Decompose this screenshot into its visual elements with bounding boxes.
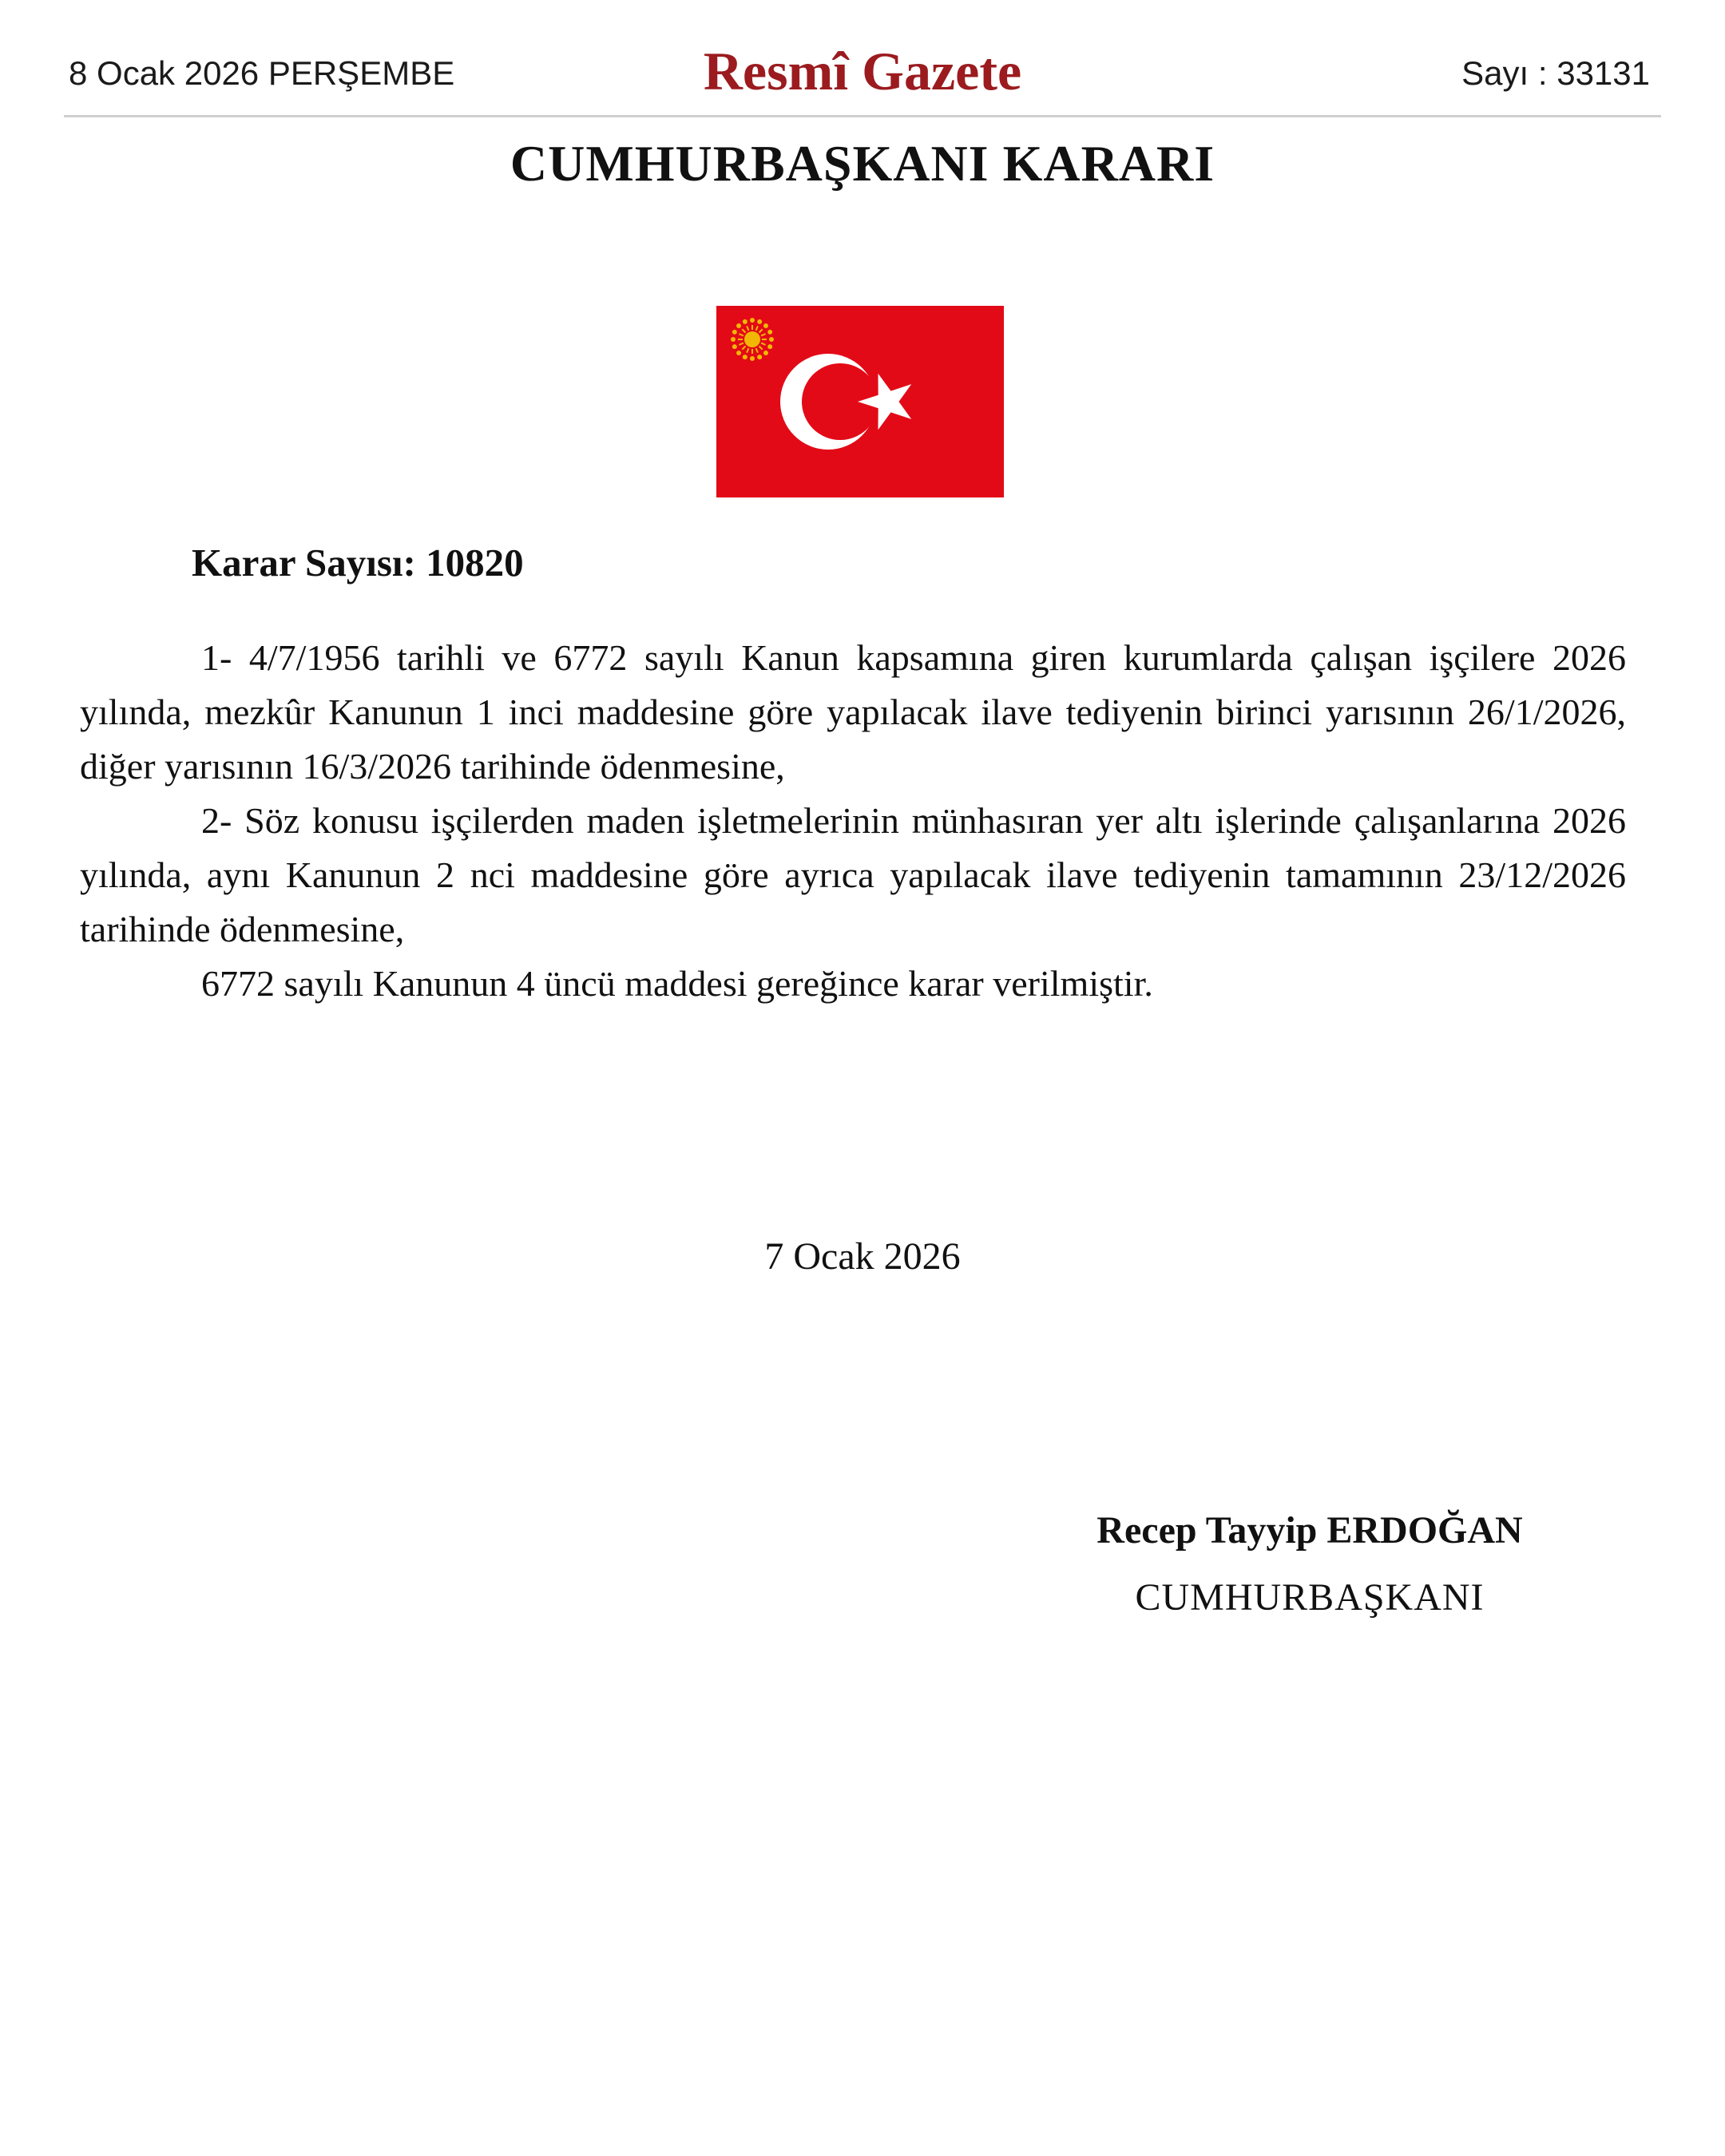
presidential-flag-icon: [716, 306, 1004, 497]
seal-star: [731, 337, 736, 342]
signer-title: CUMHURBAŞKANI: [1135, 1576, 1485, 1619]
paragraph-3: 6772 sayılı Kanunun 4 üncü maddesi gereğince karar verilmiştir.: [201, 963, 1153, 1004]
seal-star: [767, 330, 772, 335]
seal-star: [750, 356, 755, 361]
decision-date: 7 Ocak 2026: [764, 1235, 961, 1278]
seal-star: [757, 355, 762, 359]
seal-star: [763, 351, 768, 355]
seal-star: [743, 355, 748, 359]
paragraph-2: 2- Söz konusu işçilerden maden işletmelerinin münhasıran yer altı işlerinde çalışanlarına 2026 yılında, aynı Kanunun 2 nci maddesine göre ayrıca yapılacak ilave tediyenin tamamının 23/12/2026 tarihinde ödenmesine,: [80, 800, 1626, 949]
seal-star: [763, 323, 768, 328]
seal-star: [767, 344, 772, 349]
seal-star: [750, 318, 755, 323]
document-title: CUMHURBAŞKANI KARARI: [510, 135, 1215, 192]
issue-number: Sayı : 33131: [1461, 54, 1650, 92]
seal-star: [736, 323, 741, 328]
decision-body: [80, 631, 1626, 1011]
decision-number: Karar Sayısı: 10820: [192, 541, 524, 585]
signer-name: Recep Tayyip ERDOĞAN: [1096, 1509, 1523, 1552]
seal-star: [736, 351, 741, 355]
paragraph-1: 1- 4/7/1956 tarihli ve 6772 sayılı Kanun kapsamına giren kurumlarda çalışan işçilere 2026 yılında, mezkûr Kanunun 1 inci maddesine göre yapılacak ilave tediyenin birinci yarısının 26/1/2026, diğer yarısının 16/3/2026 tarihinde ödenmesine,: [80, 637, 1626, 787]
seal-star: [732, 344, 737, 349]
header-divider: [64, 115, 1661, 117]
signature-block: [990, 1503, 1629, 1626]
header-date: 8 Ocak 2026 PERŞEMBE: [69, 54, 455, 92]
seal-star: [769, 337, 774, 342]
seal-sun: [744, 331, 760, 347]
seal-star: [732, 330, 737, 335]
gazette-masthead: Resmî Gazete: [703, 41, 1022, 101]
seal-star: [743, 319, 748, 324]
seal-star: [757, 319, 762, 324]
